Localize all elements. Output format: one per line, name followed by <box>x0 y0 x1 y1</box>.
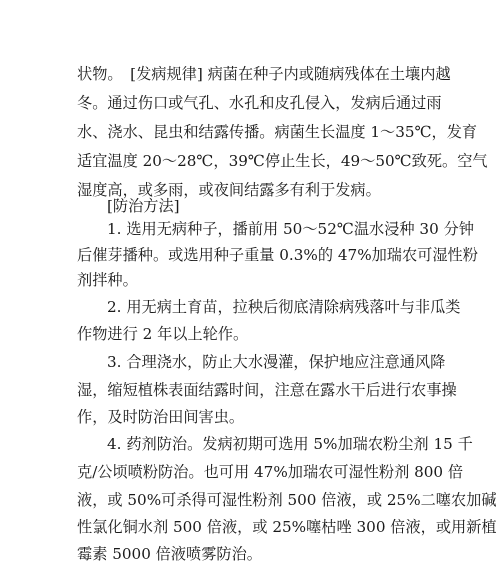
paragraph-line: 冬。通过伤口或气孔、水孔和皮孔侵入，发病后通过雨 <box>77 94 442 112</box>
paragraph-line: 性氯化铜水剂 500 倍液，或 25%噻枯唑 300 倍液，或用新植 <box>77 518 497 536</box>
paragraph-line: 克/公顷喷粉防治。也可用 47%加瑞农可湿性粉剂 800 倍 <box>77 463 464 481</box>
paragraph-line: 剂拌种。 <box>77 271 138 289</box>
paragraph-line: 水、浇水、昆虫和结露传播。病菌生长温度 1～35℃，发育 <box>77 123 478 141</box>
paragraph-line: 1. 选用无病种子，播前用 50～52℃温水浸种 30 分钟 <box>107 220 474 238</box>
paragraph-line: 后催芽播种。或选用种子重量 0.3%的 47%加瑞农可湿性粉 <box>77 246 478 264</box>
paragraph-line: 霉素 5000 倍液喷雾防治。 <box>77 545 262 563</box>
section-heading: [防治方法] <box>107 197 180 215</box>
paragraph-line: 作物进行 2 年以上轮作。 <box>77 325 249 343</box>
paragraph-line: 湿度高，或多雨，或夜间结露多有利于发病。 <box>77 181 381 199</box>
paragraph-line: 液，或 50%可杀得可湿性粉剂 500 倍液，或 25%二噻农加碱 <box>77 491 497 509</box>
paragraph-line: 作，及时防治田间害虫。 <box>77 408 245 426</box>
paragraph-line: 4. 药剂防治。发病初期可选用 5%加瑞农粉尘剂 15 千 <box>107 435 473 453</box>
paragraph-line: 状物。 [发病规律] 病菌在种子内或随病残体在土壤内越 <box>77 65 451 83</box>
paragraph-line: 3. 合理浇水，防止大水漫灌，保护地应注意通风降 <box>107 353 446 371</box>
paragraph-line: 2. 用无病土育苗，拉秧后彻底清除病残落叶与非瓜类 <box>107 298 461 316</box>
paragraph-line: 适宜温度 20～28℃，39℃停止生长，49～50℃致死。空气 <box>77 152 488 170</box>
paragraph-line: 湿，缩短植株表面结露时间，注意在露水干后进行农事操 <box>77 381 457 399</box>
